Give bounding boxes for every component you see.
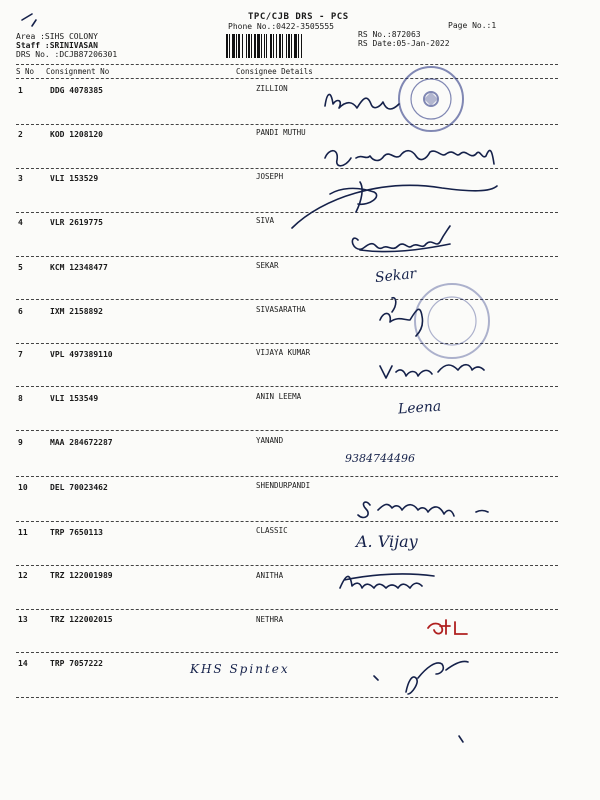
area-label: Area :SIHS COLONY xyxy=(16,32,98,41)
signature-row-1 xyxy=(325,94,399,109)
row-consignee: ZILLION xyxy=(256,84,288,93)
row-consignment: KCM 12348477 xyxy=(50,263,108,272)
row-consignment: VPL 497389110 xyxy=(50,350,113,359)
row-sno: 12 xyxy=(18,571,28,580)
row-consignee: CLASSIC xyxy=(256,526,288,535)
signature-row-8: Leena xyxy=(397,398,442,418)
row-sno: 8 xyxy=(18,394,23,403)
row-consignment: VLI 153549 xyxy=(50,394,99,403)
row-consignee: ANIN LEEMA xyxy=(256,392,302,401)
row-sno: 4 xyxy=(18,218,23,227)
row-consignment: MAA 284672287 xyxy=(50,438,113,447)
row-consignment: DDG 4078385 xyxy=(50,86,103,95)
row-consignee: SEKAR xyxy=(256,261,279,270)
rs-number: RS No.:872063 xyxy=(358,30,421,39)
row-consignee: ANITHA xyxy=(256,571,284,580)
phone-number: Phone No.:0422-3505555 xyxy=(228,22,334,31)
row-consignment: TRP 7650113 xyxy=(50,528,103,537)
row-sno: 10 xyxy=(18,483,28,492)
signature-row-2 xyxy=(325,150,494,165)
signature-row-3 xyxy=(292,182,497,228)
row-consignment: IXM 2158892 xyxy=(50,307,103,316)
row-sno: 13 xyxy=(18,615,28,624)
page-number: Page No.:1 xyxy=(448,21,497,30)
row-consignment: VLI 153529 xyxy=(50,174,99,183)
staff-label: Staff :SRINIVASAN xyxy=(16,41,98,50)
row-sno: 3 xyxy=(18,174,23,183)
row-sno: 7 xyxy=(18,350,23,359)
row-consignee: SHENDURPANDI xyxy=(256,481,311,490)
rs-date: RS Date:05-Jan-2022 xyxy=(358,39,450,48)
signature-row-5: Sekar xyxy=(374,265,418,287)
row-consignee: JOSEPH xyxy=(256,172,284,181)
row-consignee: PANDI MUTHU xyxy=(256,128,306,137)
document-title: TPC/CJB DRS - PCS xyxy=(248,12,349,22)
stray-mark xyxy=(459,736,463,742)
row-sno: 11 xyxy=(18,528,28,537)
row-consignee: SIVASARATHA xyxy=(256,305,306,314)
column-header-consignment: Consignment No xyxy=(46,67,110,76)
company-stamp xyxy=(399,67,463,131)
row-consignment: TRZ 122002015 xyxy=(50,615,113,624)
drs-number: DRS No. :DCJB87206301 xyxy=(16,50,118,59)
row-consignee: NETHRA xyxy=(256,615,284,624)
row-sno: 14 xyxy=(18,659,28,668)
row-consignee: YANAND xyxy=(256,436,284,445)
row-consignee: VIJAYA KUMAR xyxy=(256,348,311,357)
row-consignee: SIVA xyxy=(256,216,275,225)
row-consignment: KOD 1208120 xyxy=(50,130,103,139)
signature-row-14 xyxy=(374,661,468,694)
row-sno: 5 xyxy=(18,263,23,272)
company-stamp-faded xyxy=(415,284,489,358)
handwritten-note-row-14: KHS Spintex xyxy=(190,662,290,676)
row-consignment: DEL 70023462 xyxy=(50,483,108,492)
row-consignment: VLR 2619775 xyxy=(50,218,103,227)
row-sno: 2 xyxy=(18,130,23,139)
signature-row-9-phone: 9384744496 xyxy=(345,452,415,465)
row-sno: 6 xyxy=(18,307,23,316)
stray-mark xyxy=(22,14,36,26)
row-consignment: TRZ 122001989 xyxy=(50,571,113,580)
row-consignment: TRP 7057222 xyxy=(50,659,103,668)
signature-row-12 xyxy=(340,574,434,588)
signature-row-13 xyxy=(428,620,467,634)
signature-row-7 xyxy=(380,365,484,378)
column-header-details: Consignee Details xyxy=(236,67,313,76)
column-header-sno: S No xyxy=(16,67,35,76)
signature-row-11: A. Vijay xyxy=(356,532,418,551)
signature-row-10 xyxy=(358,502,488,517)
signature-row-4 xyxy=(352,226,450,252)
row-sno: 9 xyxy=(18,438,23,447)
row-sno: 1 xyxy=(18,86,23,95)
